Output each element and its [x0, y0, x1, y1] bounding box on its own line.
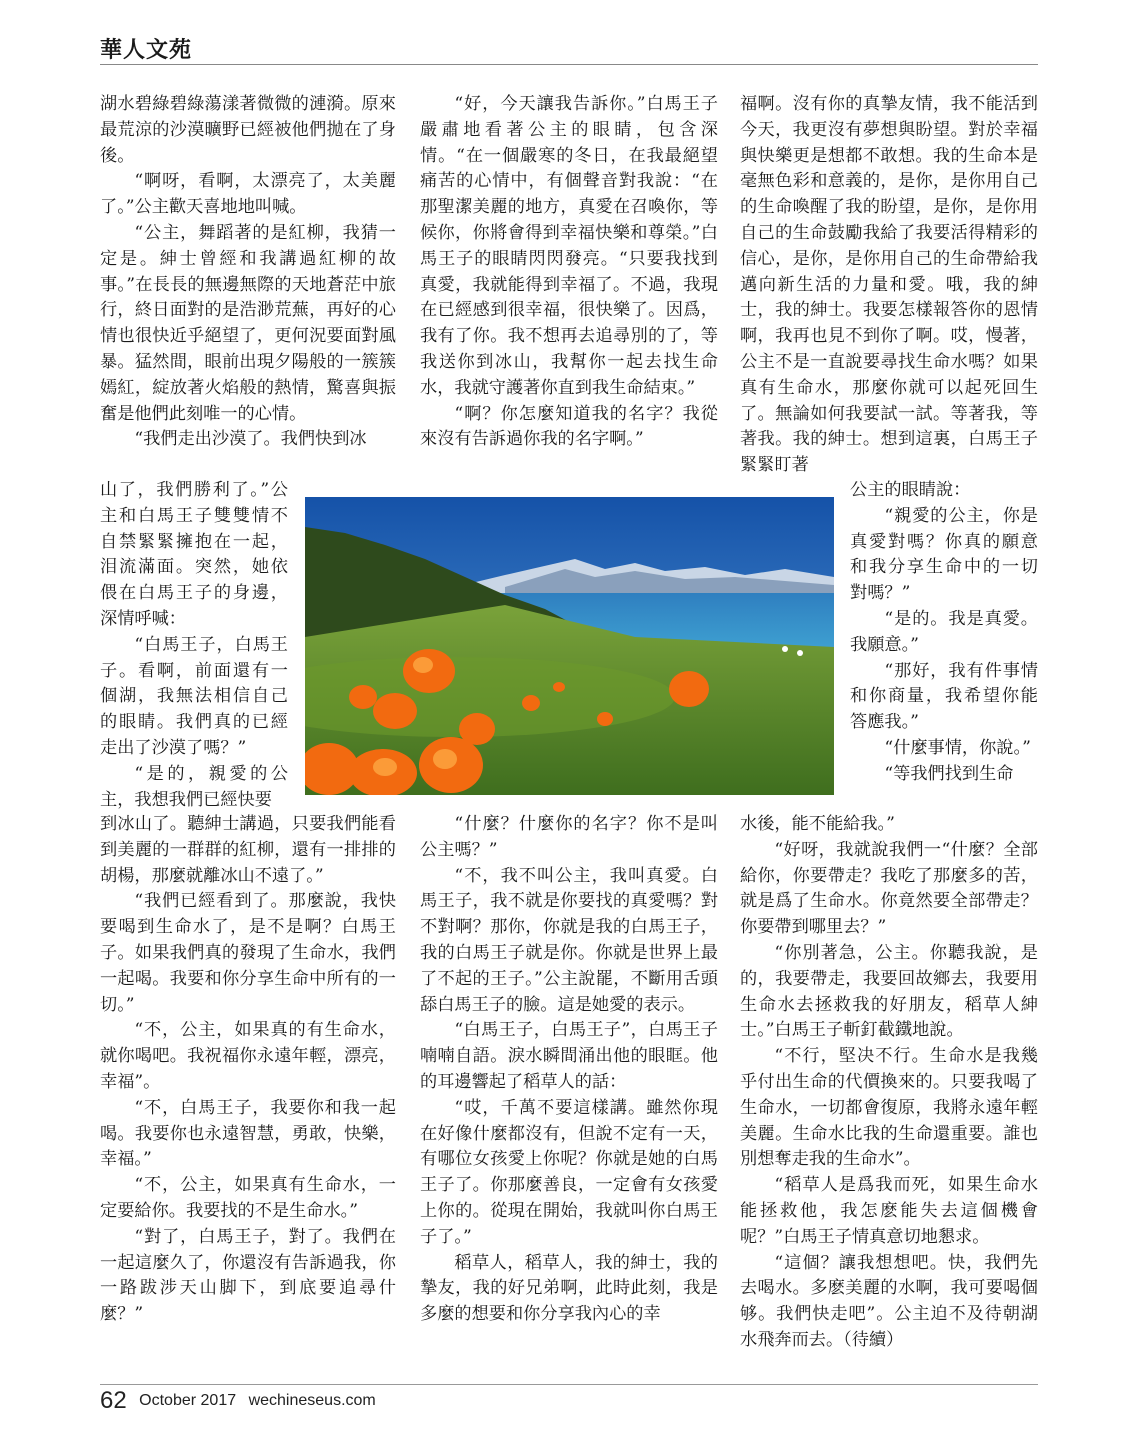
- footer-rule: [100, 1384, 1038, 1385]
- text-column-3-bottom: [740, 812, 1038, 1354]
- paragraph: “我們走出沙漠了。我們快到冰: [134, 429, 367, 450]
- paragraph: 福啊。沒有你的真摯友情，我不能活到今天，我更沒有夢想與盼望。對於幸福與快樂更是想都不敢想。我的生命本是毫無色彩和意義的，是你，是你用自己的生命喚醒了我的盼望，是你，是你用自己的生命鼓勵我給了我要活得精彩的信心，是你，是你用自己的生命帶給我邁向新生活的力量和愛。哦，我的紳士，我的紳士。我要怎樣報答你的恩情啊，我再也見不到你了啊。哎，慢著，公主不是一直說要尋找生命水嗎？如果真有生命水，那麼你就可以起死回生了。無論如何我要試一試。等著我，等著我。我的紳士。想到這裏，白馬王子緊緊盯著: [740, 94, 1038, 476]
- paragraph: 到冰山了。聽紳士講過，只要我們能看到美麗的一群群的紅柳，還有一排排的胡楊，那麼就離冰山不遠了。”: [100, 814, 396, 886]
- paragraph: “什麼？什麼你的名字？你不是叫公主嗎？”: [420, 814, 718, 860]
- text-column-2-bottom: [420, 812, 718, 1328]
- paragraph: “親愛的公主，你是真愛對嗎？你真的願意和我分享生命中的一切對嗎？”: [850, 505, 1038, 604]
- paragraph: “白馬王子，白馬王子。看啊，前面還有一個湖，我無法相信自己的眼睛。我們真的已經走出了沙漠了嗎？”: [100, 634, 288, 758]
- page-number: 62: [100, 1387, 127, 1414]
- paragraph: 稻草人，稻草人，我的紳士，我的摯友，我的好兄弟啊，此時此刻，我是多麼的想要和你分享我內心的幸: [420, 1252, 718, 1325]
- paragraph: “什麼事情，你說。”: [884, 737, 1031, 758]
- paragraph: “好呀，我就說我們一“什麼？全部給你，你要帶走？我吃了那麼多的苦，就是爲了生命水。你竟然要全部帶走？你要帶到哪里去？”: [740, 839, 1038, 938]
- text-column-1-bottom: [100, 812, 396, 1328]
- text-column-2-top: [420, 92, 718, 453]
- paragraph: “你別著急，公主。你聽我說，是的，我要帶走，我要回故鄉去，我要用生命水去拯救我的好朋友，稻草人紳士。”白馬王子斬釘截鐵地說。: [740, 942, 1038, 1041]
- paragraph: 公主的眼睛說：: [850, 480, 971, 500]
- paragraph: “哎，千萬不要這樣講。雖然你現在好像什麼都沒有，但說不定有一天，有哪位女孩愛上你呢？你就是她的白馬王子了。你那麼善良，一定會有女孩愛上你的。從現在開始，我就叫你白馬王子了。”: [420, 1097, 718, 1247]
- paragraph: “不，我不叫公主，我叫真愛。白馬王子，我不就是你要找的真愛嗎？對不對啊？那你，你就是我的白馬王子，我的白馬王子就是你。你就是世界上最了不起的王子。”公主說罷，不斷用舌頭舔白馬王子的臉。這是她愛的表示。: [420, 865, 718, 1015]
- paragraph: “不，公主，如果真有生命水，一定要給你。我要找的不是生命水。”: [100, 1175, 396, 1221]
- header-rule: [100, 64, 1038, 65]
- paragraph: “等我們找到生命: [884, 763, 1014, 784]
- paragraph: “公主，舞蹈著的是紅柳，我猜一定是。紳士曾經和我講過紅柳的故事。”在長長的無邊無際的天地蒼茫中旅行，終日面對的是浩渺荒蕪，再好的心情也很快近乎絕望了，更何況要面對風暴。猛然間，眼前出現夕陽般的一簇簇嫣紅，綻放著火焰般的熱情，驚喜與振奮是他們此刻唯一的心情。: [100, 222, 396, 424]
- text-column-3-top: [740, 92, 1038, 479]
- paragraph: “啊呀，看啊，太漂亮了，太美麗了。”公主歡天喜地地叫喊。: [100, 171, 396, 218]
- paragraph: “不，白馬王子，我要你和我一起喝。我要你也永遠智慧，勇敢，快樂，幸福。”: [100, 1097, 396, 1170]
- paragraph: “是的。我是真愛。我願意。”: [850, 608, 1038, 655]
- section-title: 華人文苑: [100, 37, 193, 63]
- paragraph: “這個？讓我想想吧。快，我們先去喝水。多麽美麗的水啊，我可要喝個够。我們快走吧”。公主迫不及待朝湖水飛奔而去。（待續）: [740, 1252, 1038, 1350]
- website[interactable]: wechineseus.com: [248, 1392, 376, 1409]
- paragraph: 湖水碧綠碧綠蕩漾著微微的漣漪。原來最荒涼的沙漠曠野已經被他們拋在了身後。: [100, 94, 396, 166]
- page-footer: [100, 1387, 376, 1415]
- paragraph: 水後，能不能給我。”: [740, 814, 895, 834]
- paragraph: “稻草人是爲我而死，如果生命水能拯救他，我怎麽能失去這個機會呢？”白馬王子情真意切地懇求。: [740, 1175, 1038, 1247]
- text-column-3-wrap: [850, 478, 1038, 788]
- paragraph: “不，公主，如果真的有生命水，就你喝吧。我祝福你永遠年輕，漂亮，幸福”。: [100, 1020, 396, 1092]
- text-column-1-wrap: [100, 478, 288, 813]
- paragraph: “好，今天讓我告訴你。”白馬王子嚴肅地看著公主的眼睛，包含深情。“在一個嚴寒的冬日，在我最絕望痛苦的心情中，有個聲音對我說：“在那聖潔美麗的地方，真愛在召喚你，等候你，你將會得到幸福快樂和尊榮。”白馬王子的眼睛閃閃發亮。“只要我找到真愛，我就能得到幸福了。不過，我現在已經感到很幸福，很快樂了。因爲，我有了你。我不想再去追尋別的了，等我送你到冰山，我幫你一起去找生命水，我就守護著你直到我生命結束。”: [420, 94, 718, 398]
- paragraph: “那好，我有件事情和你商量，我希望你能答應我。”: [850, 660, 1038, 733]
- landscape-photo: [305, 497, 834, 795]
- paragraph: “我們已經看到了。那麼說，我快要喝到生命水了，是不是啊？白馬王子。如果我們真的發現了生命水，我們一起喝。我要和你分享生命中所有的一切。”: [100, 891, 396, 1015]
- paragraph: “不行，堅决不行。生命水是我幾乎付出生命的代價換來的。只要我喝了生命水，一切都會復原，我將永遠年輕美麗。生命水比我的生命還重要。誰也別想奪走我的生命水”。: [740, 1046, 1038, 1170]
- paragraph: “是的，親愛的公主，我想我們已經快要: [100, 763, 288, 810]
- paragraph: 山了，我們勝利了。”公主和白馬王子雙雙情不自禁緊緊擁抱在一起，泪流滿面。突然，她依偎在白馬王子的身邊，深情呼喊：: [100, 480, 288, 629]
- paragraph: “白馬王子，白馬王子”，白馬王子喃喃自語。淚水瞬間涌出他的眼眶。他的耳邊響起了稻草人的話：: [420, 1020, 718, 1092]
- paragraph: “啊？你怎麼知道我的名字？我從來沒有告訴過你我的名字啊。”: [420, 403, 718, 450]
- text-column-1-top: [100, 92, 396, 453]
- issue-date: October 2017: [139, 1392, 237, 1409]
- paragraph: “對了，白馬王子，對了。我們在一起這麼久了，你還沒有告訴過我，你一路跋涉天山脚下，到底要追尋什麼？”: [100, 1226, 396, 1325]
